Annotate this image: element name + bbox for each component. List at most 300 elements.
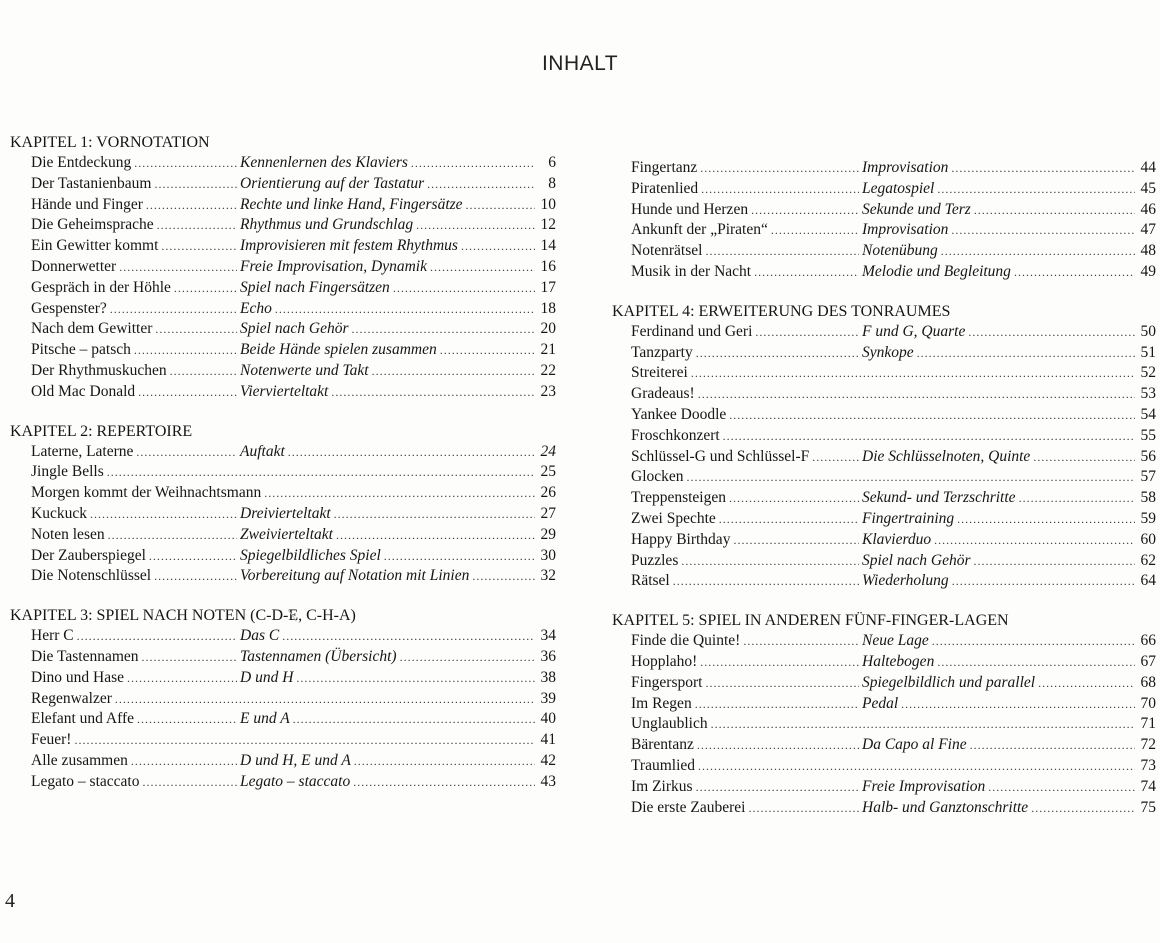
entry-topic: Spiegelbildliches Spiel — [240, 546, 381, 564]
entry-title: Der Zauberspiegel — [31, 546, 146, 564]
entry-topic: Kennenlernen des Klaviers — [240, 154, 408, 171]
dot-leader — [968, 322, 1135, 343]
toc-entry — [8, 319, 560, 340]
toc-entry — [8, 340, 560, 361]
entry-topic: Beide Hände spielen zusammen — [240, 341, 437, 359]
entry-title: Nach dem Gewitter — [31, 320, 153, 338]
dot-leader — [771, 220, 859, 241]
entry-title: Tanzparty — [631, 343, 693, 361]
entry-title: Der Tastanienbaum — [31, 174, 152, 192]
toc-entry — [8, 278, 560, 299]
entry-topic: Zweivierteltakt — [240, 525, 333, 543]
dot-leader — [941, 241, 1135, 262]
entry-page-number: 75 — [1140, 798, 1156, 816]
dot-leader — [974, 200, 1135, 221]
dot-leader — [700, 652, 859, 673]
entry-topic: Notenübung — [862, 242, 938, 260]
entry-page-number: 43 — [540, 772, 556, 790]
entry-page-number: 73 — [1140, 756, 1156, 774]
dot-leader — [430, 257, 535, 278]
toc-entry — [8, 483, 560, 504]
entry-topic: Echo — [240, 299, 272, 317]
toc-entry — [8, 751, 560, 772]
dot-leader — [937, 652, 1135, 673]
dot-leader — [134, 153, 237, 174]
entry-title: Bärentanz — [631, 736, 694, 754]
entry-topic: Halb- und Ganztonschritte — [862, 798, 1029, 816]
dot-leader — [1031, 798, 1135, 819]
dot-leader — [743, 631, 859, 652]
entry-topic: Vorbereitung auf Notation mit Linien — [240, 567, 470, 585]
dot-leader — [472, 566, 535, 587]
dot-leader — [705, 241, 859, 262]
dot-leader — [90, 504, 237, 525]
toc-entry — [8, 730, 560, 751]
dot-leader — [988, 777, 1135, 798]
toc-entry — [608, 467, 1158, 488]
entry-topic: Rhythmus und Grundschlag — [240, 216, 414, 234]
entry-topic: Haltebogen — [862, 652, 935, 670]
toc-entry — [608, 777, 1158, 798]
dot-leader — [275, 299, 535, 320]
entry-page-number: 22 — [540, 361, 556, 379]
chapter-heading: KAPITEL 1: VORNOTATION — [10, 134, 210, 151]
toc-chapter — [8, 421, 560, 588]
toc-entry — [608, 714, 1158, 735]
entry-page-number: 25 — [540, 463, 556, 481]
entry-title: Piratenlied — [631, 179, 699, 197]
dot-leader — [161, 236, 237, 257]
entry-title: Jingle Bells — [31, 463, 104, 481]
dot-leader — [384, 546, 535, 567]
entry-title: Hände und Finger — [31, 195, 143, 213]
entry-title: Alle zusammen — [31, 751, 128, 769]
dot-leader — [937, 179, 1135, 200]
dot-leader — [77, 626, 237, 647]
toc-entry — [8, 546, 560, 567]
dot-leader — [711, 714, 1135, 735]
entry-page-number: 27 — [540, 504, 556, 522]
dot-leader — [296, 668, 535, 689]
toc-entry — [8, 153, 560, 174]
toc-entry — [608, 179, 1158, 200]
entry-page-number: 20 — [540, 320, 556, 338]
entry-page-number: 50 — [1140, 322, 1156, 340]
entry-page-number: 48 — [1140, 242, 1156, 260]
entry-topic: E und A — [240, 710, 290, 728]
toc-chapter — [608, 301, 1158, 592]
entry-title: Fingersport — [631, 673, 703, 691]
entry-page-number: 24 — [540, 442, 556, 460]
entry-topic: Auftakt — [240, 442, 285, 460]
entry-page-number: 21 — [540, 341, 556, 359]
toc-chapter — [8, 132, 560, 403]
dot-leader — [411, 153, 535, 174]
dot-leader — [748, 798, 859, 819]
dot-leader — [951, 220, 1135, 241]
toc-entry — [8, 462, 560, 483]
toc-column-left — [8, 132, 560, 811]
entry-title: Zwei Spechte — [631, 509, 716, 527]
entry-title: Im Zirkus — [631, 777, 693, 795]
dot-leader — [157, 215, 237, 236]
dot-leader — [400, 647, 535, 668]
entry-page-number: 64 — [1140, 572, 1156, 590]
entry-page-number: 59 — [1140, 509, 1156, 527]
entry-topic: Freie Improvisation, Dynamik — [240, 257, 427, 275]
entry-page-number: 8 — [548, 174, 556, 192]
toc-entry — [608, 343, 1158, 364]
entry-page-number: 32 — [540, 567, 556, 585]
entry-title: Die Entdeckung — [31, 154, 132, 171]
entry-page-number: 44 — [1140, 159, 1156, 176]
entry-title: Noten lesen — [31, 525, 105, 543]
dot-leader — [351, 319, 535, 340]
entry-topic: Klavierduo — [862, 530, 932, 548]
entry-title: Hopplaho! — [631, 652, 698, 670]
entry-page-number: 66 — [1140, 632, 1156, 650]
toc-entry — [8, 195, 560, 216]
toc-entry — [608, 363, 1158, 384]
entry-page-number: 30 — [540, 546, 556, 564]
dot-leader — [719, 509, 859, 530]
toc-entry — [608, 571, 1158, 592]
dot-leader — [754, 262, 859, 283]
toc-entry — [8, 668, 560, 689]
dot-leader — [687, 467, 1135, 488]
dot-leader — [681, 551, 859, 572]
entry-title: Gespräch in der Höhle — [31, 278, 171, 296]
dot-leader — [336, 525, 535, 546]
toc-entry — [608, 530, 1158, 551]
entry-page-number: 40 — [540, 710, 556, 728]
entry-topic: Improvisation — [862, 159, 949, 176]
entry-page-number: 18 — [540, 299, 556, 317]
page-number: 4 — [5, 890, 15, 912]
dot-leader — [973, 551, 1135, 572]
entry-page-number: 58 — [1140, 489, 1156, 507]
entry-topic: Spiel nach Gehör — [240, 320, 349, 338]
dot-leader — [723, 426, 1135, 447]
entry-page-number: 6 — [548, 154, 556, 171]
toc-entry — [8, 236, 560, 257]
toc-entry — [8, 504, 560, 525]
dot-leader — [461, 236, 535, 257]
dot-leader — [74, 730, 535, 751]
toc-entry — [8, 772, 560, 793]
entry-topic: Fingertraining — [862, 509, 955, 527]
toc-entry — [608, 631, 1158, 652]
entry-page-number: 26 — [540, 484, 556, 502]
entry-topic: Synkope — [862, 343, 914, 361]
dot-leader — [698, 384, 1135, 405]
dot-leader — [115, 689, 535, 710]
dot-leader — [142, 772, 237, 793]
entry-topic: Legato – staccato — [240, 772, 351, 790]
entry-page-number: 16 — [540, 257, 556, 275]
toc-entry — [608, 652, 1158, 673]
dot-leader — [134, 340, 237, 361]
entry-page-number: 39 — [540, 689, 556, 707]
dot-leader — [131, 751, 237, 772]
dot-leader — [934, 530, 1135, 551]
entry-topic: Freie Improvisation — [862, 777, 986, 795]
toc-entry — [608, 551, 1158, 572]
dot-leader — [812, 447, 859, 468]
dot-leader — [127, 668, 237, 689]
entry-title: Traumlied — [631, 756, 696, 774]
toc-entry — [608, 241, 1158, 262]
entry-page-number: 55 — [1140, 426, 1156, 444]
toc-chapter — [608, 610, 1158, 818]
chapter-heading: KAPITEL 3: SPIEL NACH NOTEN (C-D-E, C-H-A) — [10, 607, 356, 625]
entry-page-number: 68 — [1140, 673, 1156, 691]
dot-leader — [138, 382, 237, 403]
toc-entry — [608, 735, 1158, 756]
entry-page-number: 10 — [540, 195, 556, 213]
entry-page-number: 38 — [540, 668, 556, 686]
dot-leader — [705, 673, 859, 694]
entry-topic: D und H — [240, 668, 294, 686]
entry-topic: Pedal — [862, 694, 899, 712]
entry-title: Elefant und Affe — [31, 710, 135, 728]
chapter-heading: KAPITEL 5: SPIEL IN ANDEREN FÜNF-FINGER-LAGEN — [612, 612, 1009, 630]
toc-entry — [608, 426, 1158, 447]
toc-entry — [608, 694, 1158, 715]
toc-entry — [8, 361, 560, 382]
entry-title: Puzzles — [631, 551, 679, 569]
entry-topic: Rechte und linke Hand, Fingersätze — [240, 195, 463, 213]
entry-title: Froschkonzert — [631, 426, 720, 444]
dot-leader — [110, 299, 237, 320]
entry-page-number: 12 — [540, 216, 556, 234]
entry-title: Rätsel — [631, 572, 670, 590]
toc-entry — [8, 709, 560, 730]
dot-leader — [729, 405, 1135, 426]
entry-topic: Sekunde und Terz — [862, 200, 971, 218]
toc-entry — [8, 525, 560, 546]
dot-leader — [1019, 488, 1135, 509]
dot-leader — [427, 174, 535, 195]
entry-topic: Notenwerte und Takt — [240, 361, 369, 379]
toc-entry — [8, 689, 560, 710]
entry-title: Im Regen — [631, 694, 692, 712]
dot-leader — [733, 530, 859, 551]
toc-entry — [8, 647, 560, 668]
dot-leader — [264, 483, 535, 504]
entry-page-number: 62 — [1140, 551, 1156, 569]
entry-title: Schlüssel-G und Schlüssel-F — [631, 447, 810, 465]
entry-page-number: 34 — [540, 627, 556, 645]
dot-leader — [440, 340, 535, 361]
dot-leader — [288, 442, 535, 463]
entry-title: Donnerwetter — [31, 257, 117, 275]
entry-page-number: 29 — [540, 525, 556, 543]
entry-title: Dino und Hase — [31, 668, 124, 686]
entry-title: Die erste Zauberei — [631, 798, 746, 816]
entry-topic: D und H, E und A — [240, 751, 351, 769]
dot-leader — [755, 322, 859, 343]
entry-title: Der Rhythmuskuchen — [31, 361, 167, 379]
dot-leader — [952, 571, 1135, 592]
entry-topic: Sekund- und Terzschritte — [862, 489, 1016, 507]
dot-leader — [698, 756, 1135, 777]
toc-column-right — [608, 158, 1158, 836]
entry-title: Finde die Quinte! — [631, 632, 741, 650]
dot-leader — [282, 626, 535, 647]
toc-entry — [8, 299, 560, 320]
dot-leader — [970, 735, 1135, 756]
entry-topic: Tastennamen (Übersicht) — [240, 647, 397, 665]
dot-leader — [149, 546, 237, 567]
toc-entry — [608, 756, 1158, 777]
toc-chapter — [608, 158, 1158, 283]
entry-page-number: 74 — [1140, 777, 1156, 795]
entry-topic: Orientierung auf der Tastatur — [240, 174, 425, 192]
entry-topic: Spiel nach Gehör — [862, 551, 971, 569]
entry-page-number: 71 — [1140, 715, 1156, 733]
page-title: INHALT — [541, 52, 619, 75]
entry-topic: Melodie und Begleitung — [862, 262, 1011, 280]
toc-entry — [608, 488, 1158, 509]
toc-entry — [608, 405, 1158, 426]
dot-leader — [119, 257, 237, 278]
toc-entry — [608, 262, 1158, 283]
entry-page-number: 72 — [1140, 736, 1156, 754]
entry-page-number: 45 — [1140, 179, 1156, 197]
entry-title: Treppensteigen — [631, 489, 726, 507]
entry-title: Happy Birthday — [631, 530, 731, 548]
dot-leader — [917, 343, 1135, 364]
dot-leader — [1038, 673, 1135, 694]
entry-title: Die Geheimsprache — [31, 216, 154, 234]
toc-entry — [608, 447, 1158, 468]
entry-page-number: 47 — [1140, 221, 1156, 239]
entry-topic: Das C — [240, 627, 280, 645]
entry-title: Ferdinand und Geri — [631, 322, 753, 340]
entry-title: Feuer! — [31, 731, 72, 749]
entry-page-number: 53 — [1140, 385, 1156, 403]
dot-leader — [146, 195, 237, 216]
entry-page-number: 17 — [540, 278, 556, 296]
toc-entry — [608, 384, 1158, 405]
entry-title: Morgen kommt der Weihnachtsmann — [31, 484, 262, 502]
entry-page-number: 23 — [540, 382, 556, 400]
entry-title: Unglaublich — [631, 715, 708, 733]
dot-leader — [951, 158, 1135, 179]
dot-leader — [691, 363, 1135, 384]
entry-page-number: 52 — [1140, 364, 1156, 382]
entry-title: Notenrätsel — [631, 242, 703, 260]
dot-leader — [696, 777, 859, 798]
entry-title: Gespenster? — [31, 299, 107, 317]
toc-entry — [608, 509, 1158, 530]
toc-entry — [8, 442, 560, 463]
dot-leader — [353, 772, 535, 793]
entry-topic: Die Schlüsselnoten, Quinte — [862, 447, 1031, 465]
dot-leader — [695, 694, 859, 715]
entry-topic: Wiederholung — [862, 572, 949, 590]
dot-leader — [137, 709, 237, 730]
entry-topic: Neue Lage — [862, 632, 929, 650]
entry-title: Ein Gewitter kommt — [31, 237, 159, 255]
entry-title: Old Mac Donald — [31, 382, 136, 400]
entry-topic: Legatospiel — [862, 179, 935, 197]
dot-leader — [701, 179, 859, 200]
entry-page-number: 42 — [540, 751, 556, 769]
toc-entry — [8, 257, 560, 278]
entry-title: Fingertanz — [631, 159, 698, 176]
toc-entry — [608, 673, 1158, 694]
entry-page-number: 14 — [540, 237, 556, 255]
entry-page-number: 70 — [1140, 694, 1156, 712]
dot-leader — [729, 488, 859, 509]
entry-topic: Improvisation — [862, 221, 949, 239]
entry-page-number: 57 — [1140, 468, 1156, 486]
dot-leader — [107, 462, 535, 483]
entry-topic: Viervierteltakt — [240, 382, 329, 400]
dot-leader — [142, 647, 237, 668]
entry-title: Ankunft der „Piraten“ — [631, 221, 768, 239]
toc-entry — [608, 798, 1158, 819]
dot-leader — [334, 504, 535, 525]
entry-topic: Spiel nach Fingersätzen — [240, 278, 390, 296]
toc-entry — [608, 158, 1158, 179]
entry-topic: Spiegelbildlich und parallel — [862, 673, 1036, 691]
dot-leader — [293, 709, 535, 730]
dot-leader — [154, 174, 237, 195]
toc-entry — [8, 382, 560, 403]
entry-title: Die Notenschlüssel — [31, 567, 152, 585]
toc-entry — [608, 200, 1158, 221]
dot-leader — [466, 195, 535, 216]
entry-title: Streiterei — [631, 364, 688, 382]
dot-leader — [331, 382, 535, 403]
entry-page-number: 67 — [1140, 652, 1156, 670]
dot-leader — [372, 361, 535, 382]
toc-entry — [8, 566, 560, 587]
entry-page-number: 56 — [1140, 447, 1156, 465]
toc-entry — [608, 220, 1158, 241]
entry-title: Glocken — [631, 468, 684, 486]
entry-page-number: 46 — [1140, 200, 1156, 218]
entry-title: Musik in der Nacht — [631, 262, 752, 280]
entry-page-number: 41 — [540, 731, 556, 749]
dot-leader — [354, 751, 535, 772]
dot-leader — [1033, 447, 1135, 468]
dot-leader — [751, 200, 859, 221]
entry-title: Kuckuck — [31, 504, 87, 522]
toc-entry — [8, 626, 560, 647]
dot-leader — [673, 571, 859, 592]
entry-title: Herr C — [31, 627, 74, 645]
entry-title: Gradeaus! — [631, 385, 695, 403]
entry-page-number: 60 — [1140, 530, 1156, 548]
dot-leader — [393, 278, 535, 299]
entry-title: Legato – staccato — [31, 772, 140, 790]
dot-leader — [155, 319, 237, 340]
toc-entry — [8, 174, 560, 195]
dot-leader — [957, 509, 1135, 530]
dot-leader — [170, 361, 237, 382]
entry-page-number: 36 — [540, 647, 556, 665]
dot-leader — [154, 566, 237, 587]
entry-title: Laterne, Laterne — [31, 442, 134, 460]
dot-leader — [901, 694, 1135, 715]
dot-leader — [696, 343, 859, 364]
entry-title: Hunde und Herzen — [631, 200, 749, 218]
chapter-heading: KAPITEL 2: REPERTOIRE — [10, 422, 193, 440]
